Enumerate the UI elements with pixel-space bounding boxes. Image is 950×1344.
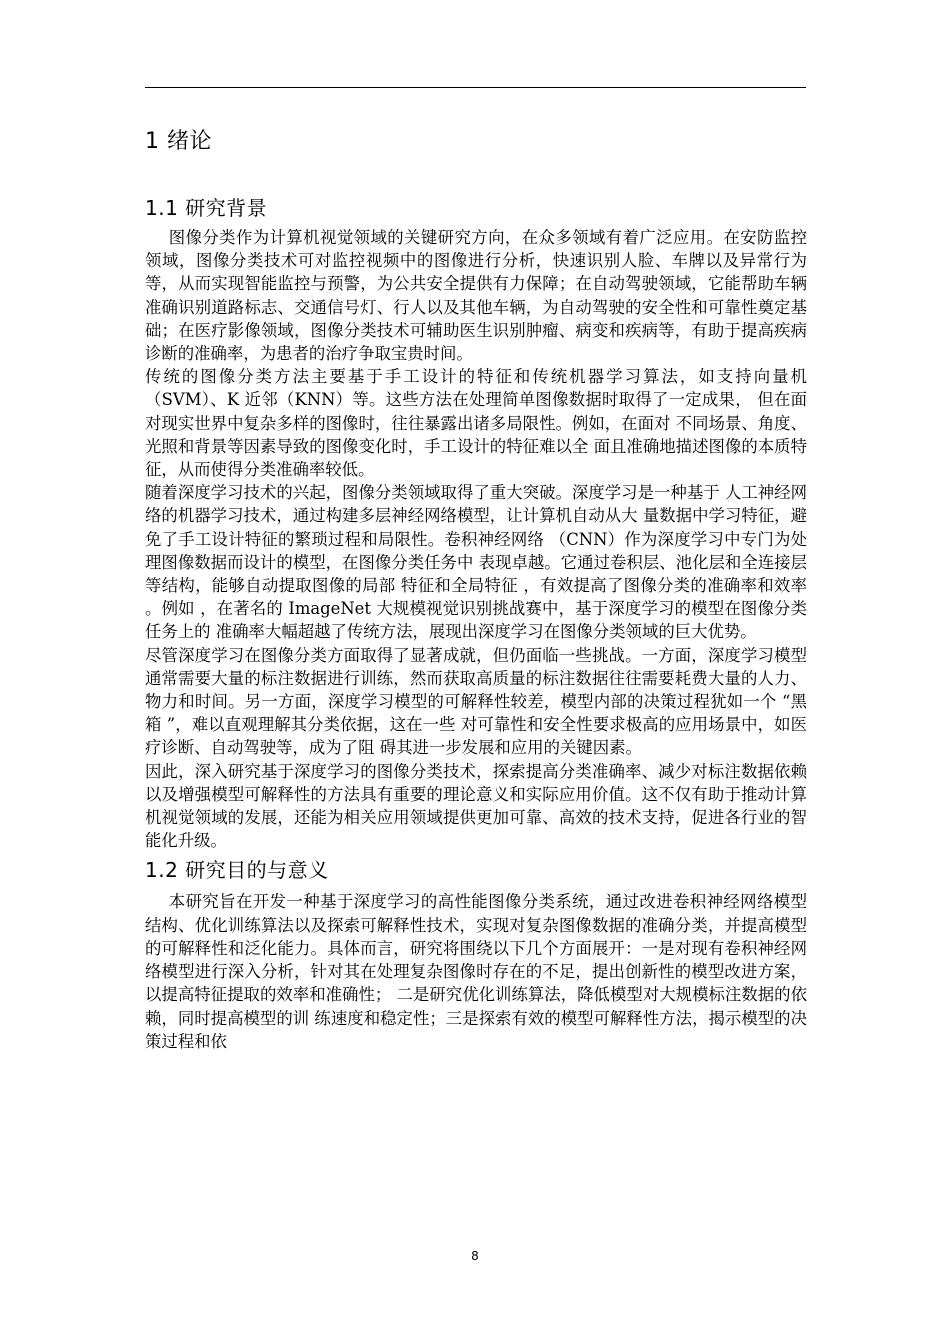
chapter-title: 1 绪论 [145,129,212,154]
paragraph-background-1: 图像分类作为计算机视觉领域的关键研究方向，在众多领域有着广泛应用。在安防监控领域，图像分类技术可对监控视频中的图像进行分析，快速识别人脸、车牌以及异常行为等，从而实现智能监控与预警，为公共安全提供有力保障；在自动驾驶领域，它能帮助车辆准确识别道路标志、交通信号灯、行人以及其他车辆，为自动驾驶的安全性和可靠性奠定基础；在医疗影像领域，图像分类技术可辅助医生识别肿瘤、病变和疾病等，有助于提高疾病诊断的准确率，为患者的治疗争取宝贵时间。 [145,228,807,364]
section-heading-background: 1.1 研究背景 [145,196,268,220]
paragraph-background-5: 因此，深入研究基于深度学习的图像分类技术，探索提高分类准确率、减少对标注数据依赖以及增强模型可解释性的方法具有重要的理论意义和实际应用价值。这不仅有助于推动计算机视觉领域的发展，还能为相关应用领域提供更加可靠、高效的技术支持，促进各行业的智能化升级。 [145,761,807,851]
header-rule [145,87,806,88]
paragraph-background-3: 随着深度学习技术的兴起，图像分类领域取得了重大突破。深度学习是一种基于 人工神经网络的机器学习技术，通过构建多层神经网络模型，让计算机自动从大 量数据中学习特征，避免了手工设计特征的繁琐过程和局限性。卷积神经网络 （CNN）作为深度学习中专门为处理图像数据而设计的模型，在图像分类任务中 表现卓越。它通过卷积层、池化层和全连接层等结构，能够自动提取图像的局部 特征和全局特征 ，有效提高了图像分类的准确率和效率 。例如 ，在著名的 ImageNet 大规模视觉识别挑战赛中，基于深度学习的模型在图像分类任务上的 准确率大幅超越了传统方法，展现出深度学习在图像分类领域的巨大优势。 [145,483,807,642]
paragraph-background-2: 传统的图像分类方法主要基于手工设计的特征和传统机器学习算法，如支持向量机（SVM）、K 近邻（KNN）等。这些方法在处理简单图像数据时取得了一定成果， 但在面对现实世界中复杂多样的图像时，往往暴露出诸多局限性。例如，在面对 不同场景、角度、光照和背景等因素导致的图像变化时，手工设计的特征难以全 面且准确地描述图像的本质特征，从而使得分类准确率较低。 [145,367,807,480]
page-content [145,120,807,1053]
paragraph-purpose-1: 本研究旨在开发一种基于深度学习的高性能图像分类系统，通过改进卷积神经网络模型结构、优化训练算法以及探索可解释性技术，实现对复杂图像数据的准确分类，并提高模型的可解释性和泛化能力。具体而言，研究将围绕以下几个方面展开：一是对现有卷积神经网络模型进行深入分析，针对其在处理复杂图像时存在的不足，提出创新性的模型改进方案，以提高特征提取的效率和准确性； 二是研究优化训练算法，降低模型对大规模标注数据的依赖，同时提高模型的训 练速度和稳定性；三是探索有效的模型可解释性方法，揭示模型的决策过程和依 [145,892,807,1051]
section-heading-purpose: 1.2 研究目的与意义 [145,858,329,883]
page-number: 8 [471,1249,479,1263]
paragraph-background-4: 尽管深度学习在图像分类方面取得了显著成就，但仍面临一些挑战。一方面，深度学习模型通常需要大量的标注数据进行训练，然而获取高质量的标注数据往往需要耗费大量的人力、物力和时间。另一方面，深度学习模型的可解释性较差，模型内部的决策过程犹如一个 “黑箱 ”，难以直观理解其分类依据，这在一些 对可靠性和安全性要求极高的应用场景中，如医疗诊断、自动驾驶等，成为了阻 碍其进一步发展和应用的关键因素。 [145,645,807,758]
